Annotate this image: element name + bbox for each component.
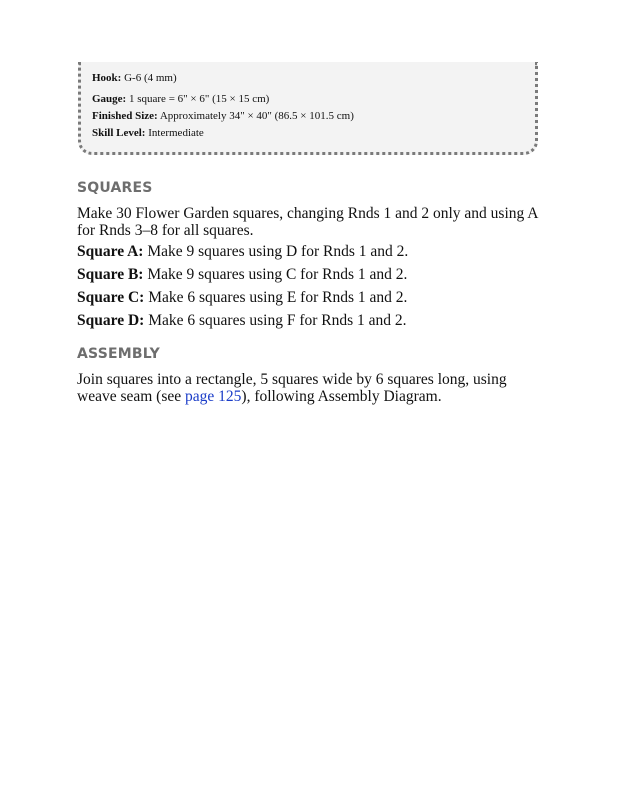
spec-gauge-label: Gauge: [92,93,127,105]
spec-gauge-value: 1 square = 6" × 6" (15 × 15 cm) [128,93,270,105]
assembly-heading: ASSEMBLY [77,346,161,362]
spec-size-value: Approximately 34" × 40" (86.5 × 101.5 cm) [159,110,354,122]
materials-box [78,62,538,155]
spec-skill-label: Skill Level: [92,127,146,139]
spec-finished-size [92,109,354,123]
assembly-instruction [77,371,547,405]
page-125-link[interactable]: page 125 [185,388,242,405]
spec-skill-level [92,126,204,140]
spec-size-label: Finished Size: [92,110,158,122]
square-a-text: Make 9 squares using D for Rnds 1 and 2. [147,243,409,260]
square-c-instruction [77,289,547,306]
square-a-label: Square A: [77,243,144,260]
square-c-text: Make 6 squares using E for Rnds 1 and 2. [148,289,408,306]
spec-skill-value: Intermediate [148,127,204,139]
assembly-text-before: Join squares into a rectangle, 5 squares wide by 6 squares long, using weave seam (see [77,371,507,405]
squares-intro: Make 30 Flower Garden squares, changing Rnds 1 and 2 only and using A for Rnds 3–8 for all squares. [77,205,538,239]
spec-hook-value: G-6 (4 mm) [124,72,177,84]
square-c-label: Square C: [77,289,145,306]
spec-gauge [92,92,269,106]
square-b-label: Square B: [77,266,144,283]
spec-hook [92,71,177,85]
squares-heading: SQUARES [77,180,153,196]
square-b-text: Make 9 squares using C for Rnds 1 and 2. [147,266,408,283]
square-d-instruction [77,312,547,329]
square-b-instruction [77,266,547,283]
square-a-instruction [77,243,547,260]
assembly-text-after: ), following Assembly Diagram. [241,388,442,405]
spec-hook-label: Hook: [92,72,122,84]
square-d-label: Square D: [77,312,145,329]
square-d-text: Make 6 squares using F for Rnds 1 and 2. [148,312,407,329]
